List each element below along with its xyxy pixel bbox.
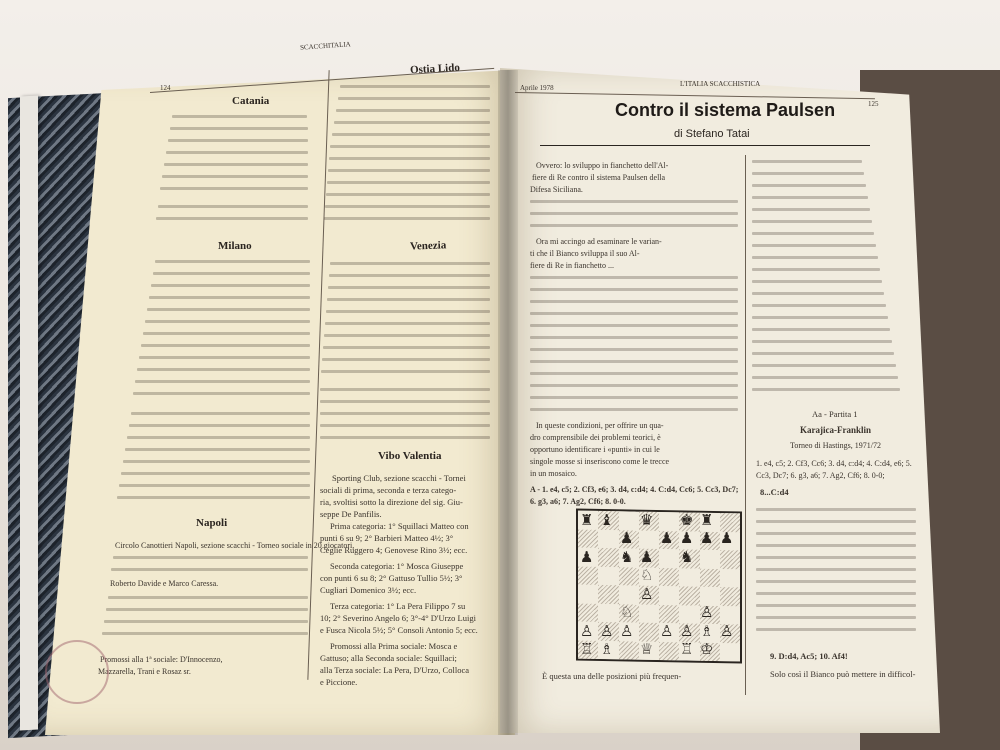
napoli-line-3: Promossi alla 1ª sociale: D'Innocenzo, [100, 655, 223, 664]
text-line [166, 151, 308, 154]
svg-text:♛: ♛ [640, 511, 654, 529]
text-line [127, 436, 310, 439]
text-line [324, 217, 490, 220]
text-line [530, 276, 738, 279]
right-page-date: Aprile 1978 [520, 84, 554, 92]
text-line [104, 620, 308, 623]
text-line [326, 193, 490, 196]
intro-line-4: Ora mi accingo ad esaminare le varian- [536, 237, 662, 246]
svg-text:♟: ♟ [660, 529, 674, 547]
text-line [756, 508, 916, 511]
text-line [530, 324, 738, 327]
vibo-line-3: ria, svoltisi sotto la direzione del sig. Giu- [320, 497, 463, 507]
svg-text:♙: ♙ [660, 622, 674, 640]
text-line [756, 532, 916, 535]
intro-line-7: In queste condizioni, per offrire un qua- [536, 421, 664, 430]
vibo-line-13: e Fusca Nicola 5½; 5° Consoli Antonio 5; ecc. [320, 625, 478, 635]
text-line [752, 304, 886, 307]
text-line [756, 544, 916, 547]
text-line [155, 260, 310, 263]
text-line [322, 358, 490, 361]
text-line [320, 412, 490, 415]
svg-text:♖: ♖ [680, 640, 694, 658]
text-line [752, 256, 878, 259]
napoli-line-1: Circolo Canottieri Napoli, sezione scacchi - Torneo sociale in 20 giocatori, [115, 541, 355, 550]
intro-line-8: dro comprensibile dei problemi teorici, è [530, 433, 661, 442]
svg-text:♟: ♟ [640, 548, 654, 566]
svg-text:♟: ♟ [680, 529, 694, 547]
svg-text:♞: ♞ [620, 548, 634, 566]
text-line [530, 200, 738, 203]
text-line [756, 580, 916, 583]
text-line [320, 424, 490, 427]
text-line [111, 568, 308, 571]
article-title: Contro il sistema Paulsen [615, 100, 836, 120]
game-event: Torneo di Hastings, 1971/72 [790, 441, 881, 450]
text-line [121, 472, 310, 475]
game-players: Karajica-Franklin [800, 425, 871, 435]
svg-text:♕: ♕ [640, 640, 654, 658]
text-line [325, 205, 490, 208]
text-line [117, 496, 310, 499]
heading-ostia-lido: Ostia Lido [409, 61, 461, 77]
text-line [752, 280, 882, 283]
text-line [326, 310, 490, 313]
text-line [328, 169, 490, 172]
text-line [129, 424, 310, 427]
text-line [158, 205, 308, 208]
svg-text:♟: ♟ [620, 529, 634, 547]
vibo-line-1: Sporting Club, sezione scacchi - Tornei [332, 473, 466, 483]
main-line-moves: A - 1. e4, c5; 2. Cf3, e6; 3. d4, c:d4; 4. C:d4, Cc6; 5. Cc3, Dc7; 6. g3, a6; 7. Ag2, Cf6; 8. 0-0. [530, 485, 739, 506]
text-line [329, 157, 490, 160]
text-line [125, 448, 310, 451]
text-line [752, 364, 896, 367]
text-line [327, 298, 490, 301]
text-line [752, 268, 880, 271]
vibo-line-6: punti 6 su 9; 2° Barbieri Matteo 4½; 3° [320, 533, 454, 543]
text-line [137, 368, 310, 371]
vibo-line-11: Terza categoria: 1° La Pera Filippo 7 su [330, 601, 466, 611]
intro-line-3: Difesa Siciliana. [530, 185, 583, 194]
vibo-line-7: Ceglie Ruggero 4; Genovese Rino 3½; ecc. [320, 545, 468, 555]
text-line [752, 340, 892, 343]
vibo-line-17: e Piccione. [320, 677, 358, 687]
text-line [149, 296, 310, 299]
svg-text:♙: ♙ [640, 585, 654, 603]
text-line [324, 334, 490, 337]
text-line [151, 284, 310, 287]
vibo-line-8: Seconda categoria: 1° Mosca Giuseppe [330, 561, 464, 571]
right-column-rule [745, 155, 746, 695]
intro-line-1: Ovvero: lo sviluppo in fianchetto dell'Al- [536, 161, 669, 170]
svg-text:♟: ♟ [580, 548, 594, 566]
text-line [156, 217, 308, 220]
text-line [327, 181, 490, 184]
text-line [756, 568, 916, 571]
text-line [338, 97, 490, 100]
text-line [330, 145, 490, 148]
text-line [752, 220, 872, 223]
text-line [170, 127, 308, 130]
text-line [756, 628, 916, 631]
text-line [143, 332, 310, 335]
text-line [756, 520, 916, 523]
svg-text:♙: ♙ [620, 622, 634, 640]
text-line [752, 184, 866, 187]
text-line [752, 208, 870, 211]
text-line [752, 172, 864, 175]
game-move-8: 8...C:d4 [760, 487, 789, 497]
right-page-number: 125 [868, 100, 879, 108]
text-line [320, 388, 490, 391]
text-line [752, 244, 876, 247]
diagram-caption: È questa una delle posizioni più frequen- [542, 671, 682, 681]
text-line [139, 356, 310, 359]
svg-text:♖: ♖ [580, 640, 594, 658]
text-line [756, 604, 916, 607]
text-line [530, 372, 738, 375]
text-line [336, 109, 490, 112]
vibo-line-4: seppe De Panfilis. [320, 509, 382, 519]
svg-text:♚: ♚ [680, 511, 694, 529]
vibo-line-2: sociali di prima, seconda e terza catego- [320, 485, 457, 495]
text-line [160, 187, 308, 190]
text-line [329, 274, 490, 277]
text-line [530, 300, 738, 303]
text-line [153, 272, 310, 275]
text-line [756, 592, 916, 595]
heading-catania: Catania [232, 95, 270, 107]
article-byline: di Stefano Tatai [674, 128, 750, 140]
svg-text:♗: ♗ [600, 640, 614, 658]
game-moves: 1. e4, c5; 2. Cf3, Cc6; 3. d4, c:d4; 4. C:d4, e6; 5. Cc3, Dc7; 6. g3, a6; 7. Ag2, Cf6; 8. 0-0; [756, 459, 912, 480]
text-line [172, 115, 307, 118]
vibo-line-9: con punti 6 su 8; 2° Gattuso Tullio 5½; 3° [320, 573, 463, 583]
chess-pieces [576, 510, 742, 662]
svg-text:♙: ♙ [720, 622, 734, 640]
text-line [102, 632, 308, 635]
text-line [530, 348, 738, 351]
text-line [133, 392, 310, 395]
heading-vibo-valentia: Vibo Valentia [378, 450, 442, 462]
text-line [334, 121, 490, 124]
text-line [164, 163, 308, 166]
text-line [332, 133, 490, 136]
text-line [119, 484, 310, 487]
text-line [131, 412, 310, 415]
vibo-line-10: Cugliari Domenico 3½; ecc. [320, 585, 417, 595]
text-line [530, 336, 738, 339]
text-line [530, 360, 738, 363]
text-line [320, 400, 490, 403]
text-line [123, 460, 310, 463]
text-line [530, 408, 738, 411]
svg-text:♟: ♟ [700, 529, 714, 547]
text-line [530, 224, 738, 227]
text-line [162, 175, 308, 178]
intro-line-2: fiere di Re contro il sistema Paulsen della [532, 173, 666, 182]
text-line [135, 380, 310, 383]
text-line [530, 212, 738, 215]
text-line [530, 396, 738, 399]
svg-text:♙: ♙ [580, 622, 594, 640]
heading-venezia: Venezia [409, 239, 447, 253]
intro-line-9: opportuno identificare i «punti» in cui le [530, 445, 660, 454]
text-line [752, 352, 894, 355]
napoli-line-4: Mazzarella, Trani e Rosaz sr. [98, 667, 191, 676]
text-line [113, 556, 308, 559]
intro-line-6: fiere di Re in fianchetto ... [530, 261, 614, 270]
text-line [756, 616, 916, 619]
text-line [108, 596, 308, 599]
heading-napoli: Napoli [196, 517, 228, 529]
text-line [530, 288, 738, 291]
text-line [752, 316, 888, 319]
svg-text:♟: ♟ [720, 529, 734, 547]
svg-text:♗: ♗ [700, 622, 714, 640]
vibo-line-16: alla Terza sociale: La Pera, D'Urzo, Colloca [320, 665, 469, 675]
vibo-line-5: Prima categoria: 1° Squillaci Matteo con [330, 521, 469, 531]
game-text-end: Solo così il Bianco può mettere in difficol- [770, 669, 916, 679]
intro-line-5: ti che il Bianco sviluppa il suo Al- [530, 249, 640, 258]
text-line [320, 436, 490, 439]
left-page-number: 124 [160, 84, 171, 92]
text-line [147, 308, 310, 311]
svg-text:♜: ♜ [700, 511, 714, 529]
text-line [752, 232, 874, 235]
library-stamp [45, 640, 109, 704]
text-line [530, 312, 738, 315]
svg-text:♞: ♞ [680, 548, 694, 566]
vibo-line-15: Gattuso; alla Seconda sociale: Squillaci; [320, 653, 457, 663]
text-line [323, 346, 490, 349]
book-gutter [498, 70, 518, 735]
text-line [141, 344, 310, 347]
text-line [756, 556, 916, 559]
text-line [106, 608, 308, 611]
heading-milano: Milano [218, 240, 252, 252]
svg-text:♙: ♙ [600, 622, 614, 640]
svg-text:♔: ♔ [700, 640, 714, 658]
page-edges-left [20, 96, 38, 731]
right-running-head: L'ITALIA SCACCHISTICA [680, 80, 761, 88]
text-line [328, 286, 490, 289]
text-line [752, 388, 900, 391]
text-line [145, 320, 310, 323]
text-line [752, 160, 862, 163]
intro-line-10: singole mosse si inseriscono come le trecce [530, 457, 670, 466]
text-line [321, 370, 490, 373]
intro-line-11: in un mosaico. [530, 469, 577, 478]
vibo-line-14: Promossi alla Prima sociale: Mosca e [330, 641, 458, 651]
game-label: Aa - Partita 1 [812, 409, 858, 419]
vibo-line-12: 10; 2° Severino Angelo 6; 3°-4° D'Urzo Luigi [320, 613, 476, 623]
svg-text:♘: ♘ [620, 603, 634, 621]
napoli-line-2: Roberto Davide e Marco Caressa. [110, 579, 219, 588]
text-line [168, 139, 308, 142]
text-line [340, 85, 490, 88]
title-box-bottom [540, 145, 870, 146]
svg-text:♘: ♘ [640, 566, 654, 584]
text-line [325, 322, 490, 325]
game-move-9: 9. D:d4, Ac5; 10. Af4! [770, 651, 848, 661]
text-line [752, 328, 890, 331]
svg-text:♜: ♜ [580, 511, 594, 529]
text-line [530, 384, 738, 387]
svg-text:♝: ♝ [600, 511, 614, 529]
text-line [752, 376, 898, 379]
text-line [752, 292, 884, 295]
left-running-head: SCACCHITALIA [299, 40, 351, 52]
svg-text:♙: ♙ [680, 622, 694, 640]
text-line [752, 196, 868, 199]
text-line [330, 262, 490, 265]
svg-text:♙: ♙ [700, 603, 714, 621]
